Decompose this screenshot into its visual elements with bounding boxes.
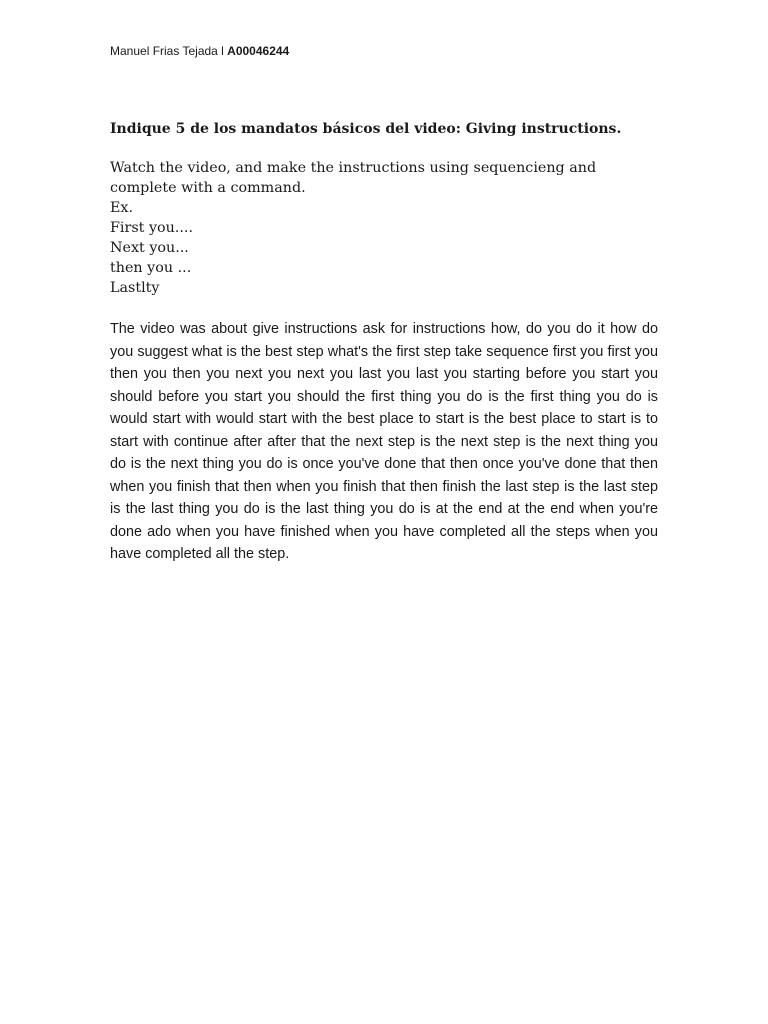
student-id: A00046244 <box>227 44 290 58</box>
example-next: Next you... <box>110 240 189 256</box>
example-last: Lastlty <box>110 280 160 296</box>
instructions-block <box>110 158 670 298</box>
answer-paragraph: The video was about give instructions ask for instructions how, do you do it how do you suggest what is the best step what's the first step take sequence first you first you then you then you next you next you last you last you starting before you start you should before you start you should the first thing you do is the first thing you do is would start with would start with the best place to start is the best place to start is to start with continue after after that the next step is the next step is the next thing you do is the next thing you do is once you've done that then once you've done that then when you finish that then when you finish that then finish the last step is the last step is the last thing you do is the last thing you do is at the end at the end when you're done ado when you have finished when you have completed all the steps when you have completed all the step. <box>110 321 658 562</box>
question-title: Indique 5 de los mandatos básicos del video: Giving instructions. <box>110 121 622 137</box>
instructions-line: Watch the video, and make the instructions using sequencieng and <box>110 160 597 176</box>
instructions-line: complete with a command. <box>110 180 306 196</box>
example-label: Ex. <box>110 200 134 216</box>
example-then: then you ... <box>110 260 192 276</box>
example-first: First you.... <box>110 220 194 236</box>
document-header <box>110 43 289 59</box>
author-name: Manuel Frias Tejada l <box>110 44 228 58</box>
